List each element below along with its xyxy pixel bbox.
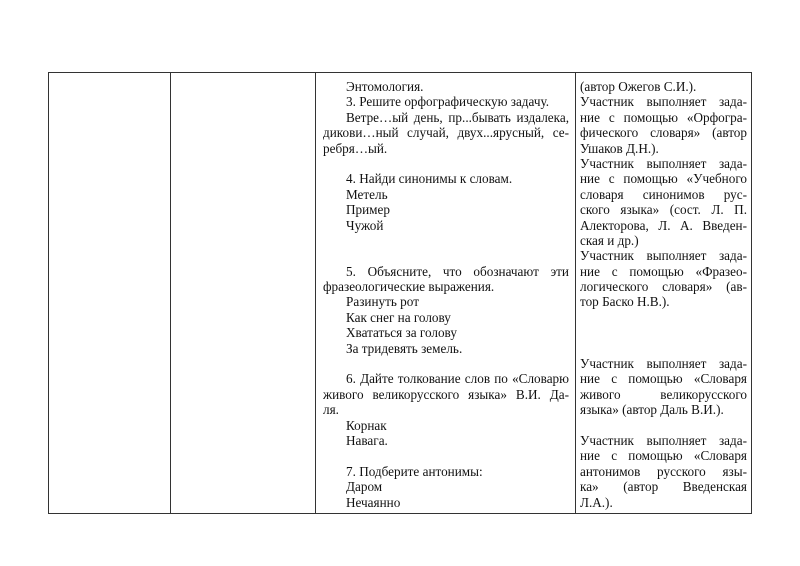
- task-line: [323, 356, 569, 371]
- task-line: ребря…ый.: [323, 140, 388, 156]
- note-line: ского языка» (сост. Л. П.: [580, 202, 747, 218]
- task-line: [323, 448, 569, 463]
- task-line: Чужой: [346, 217, 384, 233]
- task-line: Пример: [346, 202, 390, 218]
- task-line: 4. Найди синонимы к словам.: [346, 171, 513, 187]
- note-line: живого великорусского: [580, 386, 747, 402]
- note-line: ние с помощью «Словаря: [580, 371, 747, 387]
- note-line: Участник выполняет зада-: [580, 248, 747, 264]
- task-line: Нечаянно: [346, 494, 401, 510]
- document-table: [48, 72, 752, 514]
- task-line: дикови…ный случай, двух...ярусный, се-: [323, 125, 569, 141]
- task-line: 6. Дайте толкование слов по «Словарю: [346, 371, 569, 387]
- task-line: [323, 248, 569, 263]
- column-divider: [170, 73, 171, 513]
- task-line: фразеологические выражения.: [323, 279, 495, 295]
- note-line: языка» (автор Даль В.И.).: [580, 402, 724, 418]
- note-line: тор Баско Н.В.).: [580, 294, 670, 310]
- note-line: Участник выполняет зада-: [580, 155, 747, 171]
- task-line: 3. Решите орфографическую задачу.: [346, 94, 550, 110]
- tasks-cell: [323, 79, 569, 510]
- task-line: Навага.: [346, 432, 388, 448]
- note-line: Участник выполняет зада-: [580, 94, 747, 110]
- note-line: ние с помощью «Учебного: [580, 171, 747, 187]
- note-line: логического словаря» (ав-: [580, 279, 747, 295]
- task-line: Энтомология.: [346, 79, 424, 94]
- task-line: 5. Объясните, что обозначают эти: [346, 263, 569, 279]
- column-divider: [315, 73, 316, 513]
- note-line: ка» (автор Введенская: [580, 479, 747, 495]
- notes-cell: [580, 79, 747, 510]
- note-line: ние с помощью «Фразео-: [580, 263, 747, 279]
- task-line: [323, 156, 569, 171]
- note-line: словаря синонимов рус-: [580, 186, 747, 202]
- note-line: ская и др.): [580, 232, 639, 248]
- task-line: Корнак: [346, 417, 387, 433]
- note-line: фического словаря» (автор: [580, 125, 747, 141]
- note-line: Л.А.).: [580, 494, 613, 510]
- note-line: ние с помощью «Орфогра-: [580, 109, 747, 125]
- column-divider: [575, 73, 576, 513]
- task-line: [323, 233, 569, 248]
- note-line: (автор Ожегов С.И.).: [580, 79, 697, 94]
- note-line: Участник выполняет зада-: [580, 356, 747, 372]
- task-line: За тридевять земель.: [346, 340, 463, 356]
- task-line: живого великорусского языка» В.И. Да-: [323, 386, 569, 402]
- note-line: антонимов русского язы-: [580, 463, 747, 479]
- task-line: Хвататься за голову: [346, 325, 457, 341]
- task-line: Как снег на голову: [346, 309, 451, 325]
- task-line: ля.: [323, 402, 339, 418]
- note-line: Ушаков Д.Н.).: [580, 140, 659, 156]
- task-line: Метель: [346, 186, 388, 202]
- note-line: [580, 325, 747, 340]
- note-line: [580, 341, 747, 356]
- note-line: Участник выполняет зада-: [580, 432, 747, 448]
- task-line: Даром: [346, 479, 383, 495]
- task-line: 7. Подберите антонимы:: [346, 463, 483, 479]
- note-line: [580, 418, 747, 433]
- note-line: Алекторова, Л. А. Введен-: [580, 217, 747, 233]
- task-line: Разинуть рот: [346, 294, 419, 310]
- note-line: [580, 310, 747, 325]
- task-line: Ветре…ый день, пр...бывать издалека,: [346, 109, 569, 125]
- note-line: ние с помощью «Словаря: [580, 448, 747, 464]
